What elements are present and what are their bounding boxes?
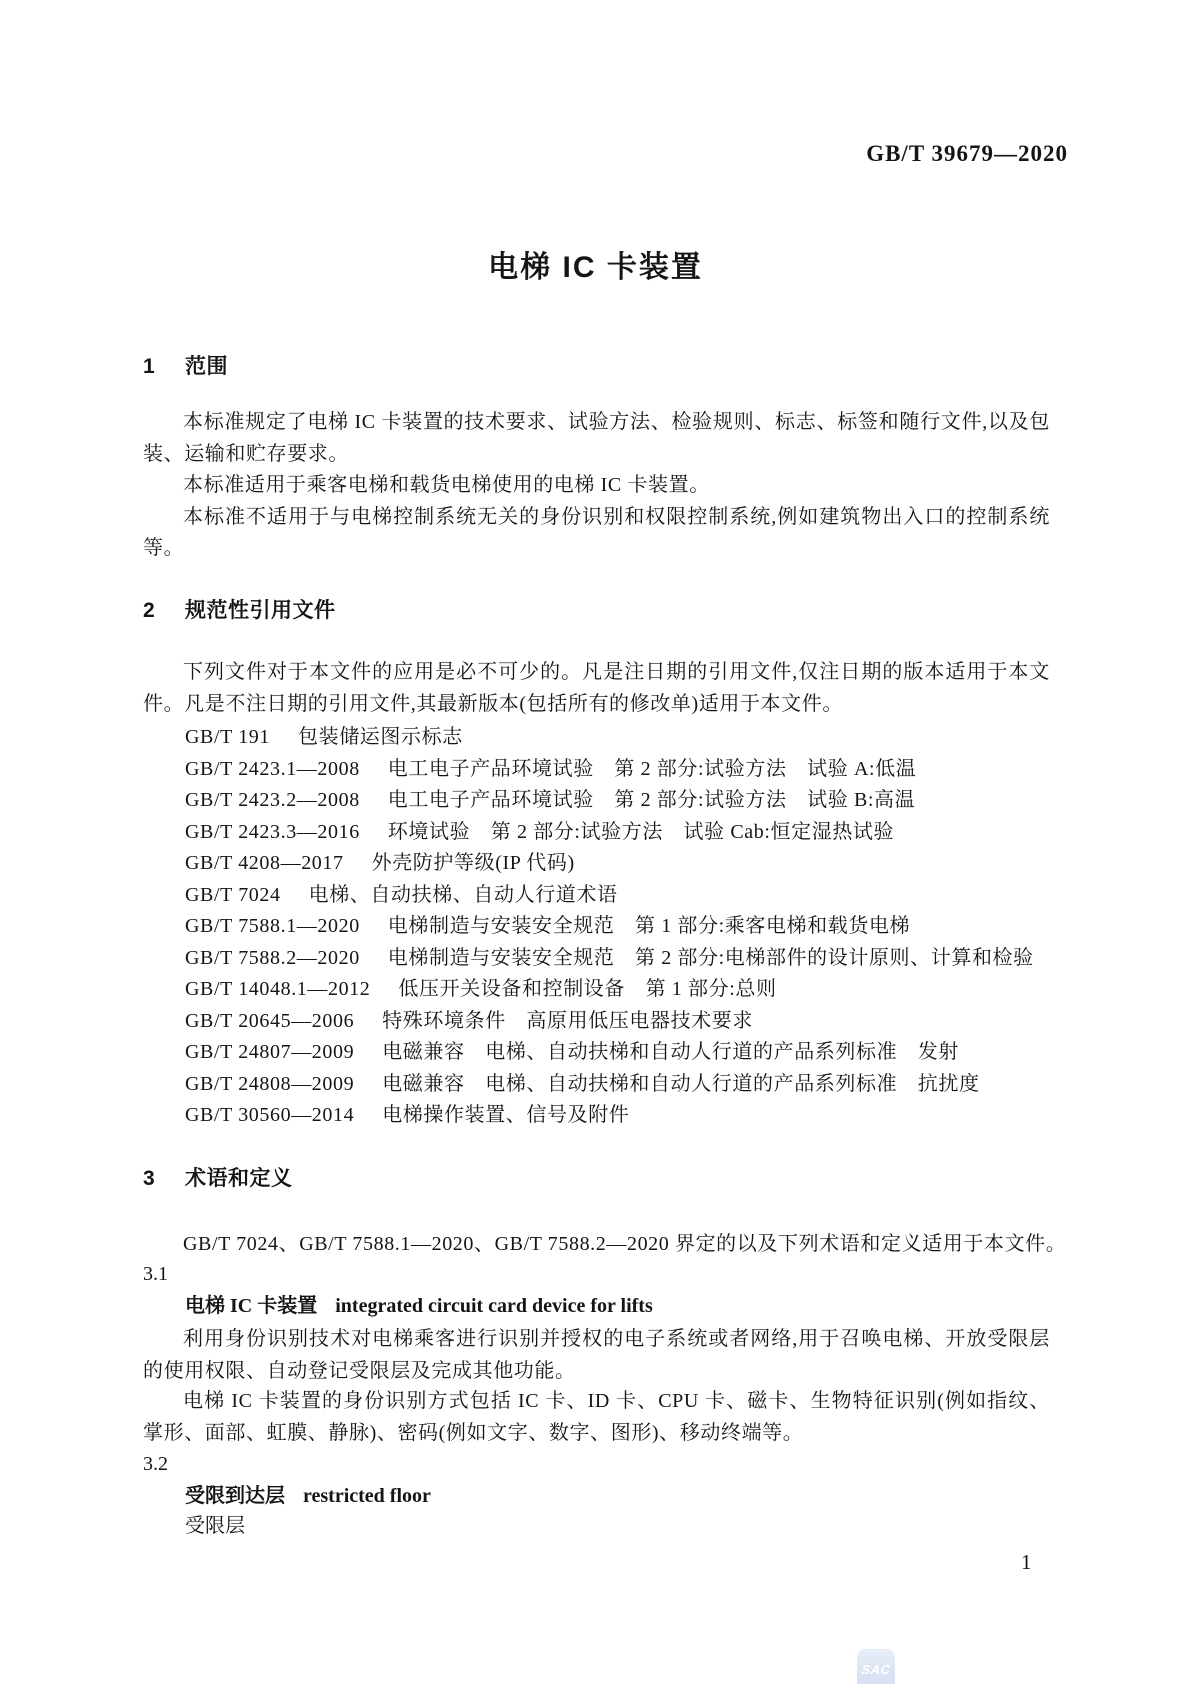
- reference-code: GB/T 2423.3—2016: [185, 820, 360, 843]
- reference-code: GB/T 4208—2017: [185, 852, 344, 874]
- references-intro-paragraph: 下列文件对于本文件的应用是必不可少的。凡是注日期的引用文件,仅注日期的版本适用于本文件。凡是不注日期的引用文件,其最新版本(包括所有的修改单)适用于本文件。: [143, 661, 1050, 715]
- section-1-heading: [143, 355, 1050, 379]
- section-1-number: 1: [143, 355, 156, 378]
- reference-code: GB/T 2423.2—2008: [185, 789, 360, 811]
- scope-paragraphs: [143, 407, 1050, 565]
- reference-code: GB/T 191: [185, 726, 270, 748]
- reference-code: GB/T 20645—2006: [185, 1009, 355, 1032]
- terms-intro-paragraph: GB/T 7024、GB/T 7588.1—2020、GB/T 7588.2—2020 界定的以及下列术语和定义适用于本文件。: [183, 1233, 1067, 1255]
- section-3-title: 术语和定义: [185, 1167, 293, 1190]
- reference-code: GB/T 24808—2009: [185, 1072, 355, 1095]
- reference-code: GB/T 7588.1—2020: [185, 915, 360, 937]
- section-2-title: 规范性引用文件: [185, 599, 336, 622]
- sac-watermark-text: SAC: [860, 1662, 892, 1677]
- reference-title: 电梯制造与安装安全规范 第 2 部分:电梯部件的设计原则、计算和检验: [387, 946, 1034, 969]
- reference-title: 电梯、自动扶梯、自动人行道术语: [308, 883, 618, 906]
- page-number: 1: [1021, 1550, 1032, 1574]
- term-note: 电梯 IC 卡装置的身份识别方式包括 IC 卡、ID 卡、CPU 卡、磁卡、生物特征识别(例如指纹、掌形、面部、虹膜、静脉)、密码(例如文字、数字、图形)、移动终端等。: [143, 1390, 1050, 1444]
- reference-code: GB/T 7024: [185, 883, 281, 906]
- section-2-heading: [143, 599, 1050, 623]
- section-3-heading: [143, 1167, 1050, 1191]
- reference-item: [143, 848, 1050, 880]
- reference-code: GB/T 7588.2—2020: [185, 946, 360, 969]
- reference-title: 外壳防护等级(IP 代码): [371, 852, 575, 874]
- reference-title: 电磁兼容 电梯、自动扶梯和自动人行道的产品系列标准 发射: [382, 1041, 960, 1063]
- reference-item: [143, 817, 1050, 849]
- document-title: 电梯 IC 卡装置: [488, 251, 703, 284]
- standard-code: GB/T 39679—2020: [866, 141, 1068, 166]
- term-chinese: 电梯 IC 卡装置: [185, 1295, 318, 1317]
- reference-item: [143, 1069, 1050, 1101]
- reference-title: 低压开关设备和控制设备 第 1 部分:总则: [398, 978, 777, 1000]
- reference-title: 电工电子产品环境试验 第 2 部分:试验方法 试验 B:高温: [387, 789, 916, 811]
- reference-code: GB/T 14048.1—2012: [185, 978, 371, 1000]
- reference-title: 环境试验 第 2 部分:试验方法 试验 Cab:恒定湿热试验: [387, 820, 895, 843]
- reference-item: [143, 943, 1050, 975]
- reference-item: [143, 974, 1050, 1006]
- term-synonym: 受限层: [185, 1515, 245, 1537]
- term-english: integrated circuit card device for lifts: [335, 1295, 653, 1317]
- term-number-3-2: 3.2: [143, 1453, 168, 1475]
- term-3-1-definition-block: [143, 1324, 1050, 1387]
- reference-title: 特殊环境条件 高原用低压电器技术要求: [382, 1009, 754, 1032]
- term-entry-3-1: [143, 1291, 1092, 1323]
- term-chinese: 受限到达层: [185, 1485, 285, 1507]
- term-english: restricted floor: [303, 1485, 431, 1507]
- reference-title: 电梯制造与安装安全规范 第 1 部分:乘客电梯和载货电梯: [387, 915, 911, 937]
- reference-code: GB/T 24807—2009: [185, 1041, 355, 1063]
- term-entry-3-2: [143, 1481, 1092, 1513]
- terms-intro: [143, 1229, 1067, 1261]
- term-number-3-1: 3.1: [143, 1263, 168, 1285]
- reference-item: [143, 722, 1050, 754]
- reference-title: 电工电子产品环境试验 第 2 部分:试验方法 试验 A:低温: [387, 757, 917, 780]
- section-1-title: 范围: [185, 355, 228, 378]
- reference-code: GB/T 2423.1—2008: [185, 757, 360, 780]
- reference-item: [143, 1006, 1050, 1038]
- section-3-number: 3: [143, 1167, 156, 1190]
- term-definition: 利用身份识别技术对电梯乘客进行识别并授权的电子系统或者网络,用于召唤电梯、开放受限层的使用权限、自动登记受限层及完成其他功能。: [143, 1328, 1050, 1382]
- reference-title: 包装储运图示标志: [298, 726, 463, 748]
- scope-paragraph-3: 本标准不适用于与电梯控制系统无关的身份识别和权限控制系统,例如建筑物出入口的控制系统等。: [143, 505, 1050, 559]
- references-list: [143, 722, 1050, 1132]
- sac-watermark-logo: [857, 1649, 895, 1684]
- reference-item: [143, 911, 1050, 943]
- reference-title: 电梯操作装置、信号及附件: [382, 1104, 630, 1126]
- section-2-number: 2: [143, 599, 156, 622]
- scope-paragraph-1: 本标准规定了电梯 IC 卡装置的技术要求、试验方法、检验规则、标志、标签和随行文件,以及包装、运输和贮存要求。: [143, 411, 1050, 465]
- reference-item: [143, 754, 1050, 786]
- term-3-1-note-block: [143, 1386, 1050, 1449]
- references-intro: [143, 657, 1050, 720]
- reference-item: [143, 785, 1050, 817]
- reference-title: 电磁兼容 电梯、自动扶梯和自动人行道的产品系列标准 抗扰度: [382, 1072, 980, 1095]
- reference-code: GB/T 30560—2014: [185, 1104, 355, 1126]
- reference-item: [143, 880, 1050, 912]
- reference-item: [143, 1037, 1050, 1069]
- scope-paragraph-2: 本标准适用于乘客电梯和载货电梯使用的电梯 IC 卡装置。: [183, 474, 710, 496]
- reference-item: [143, 1100, 1050, 1132]
